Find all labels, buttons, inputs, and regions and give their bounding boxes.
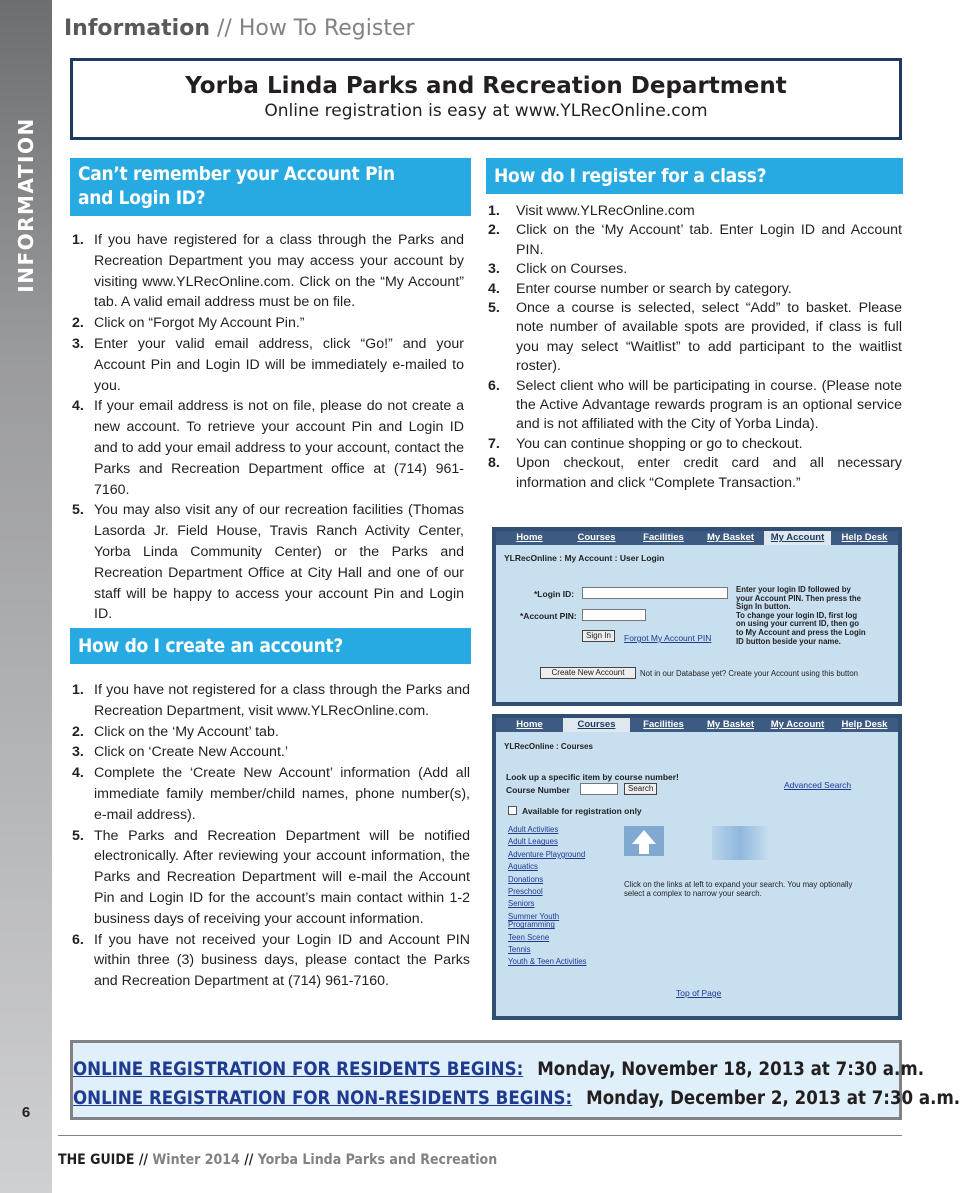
- banner-title: Yorba Linda Parks and Recreation Department: [185, 73, 787, 99]
- step-number: 3.: [72, 335, 84, 352]
- step-number: 5.: [72, 827, 84, 844]
- step-text: Click on the ‘My Account’ tab.: [94, 723, 279, 740]
- nonresidents-line: [73, 1084, 960, 1113]
- loading-image: [624, 826, 664, 856]
- category-link[interactable]: Aquatics: [508, 862, 538, 872]
- expand-note: Click on the links at left to expand your search. You may optionally select a complex to narrow your search.: [624, 880, 853, 898]
- sign-in-button[interactable]: Sign In: [582, 630, 615, 642]
- page-number: 6: [21, 1104, 31, 1121]
- pin-heading-line2: and Login ID?: [78, 187, 206, 209]
- step-text: Enter course number or search by category.: [516, 280, 792, 297]
- category-link[interactable]: Teen Scene: [508, 932, 550, 942]
- nav-tab[interactable]: Home: [516, 532, 543, 543]
- step-number: 1.: [72, 232, 84, 248]
- step-text: Visit www.YLRecOnline.com: [516, 203, 695, 219]
- side-bar: [0, 0, 52, 1193]
- banner-subtitle: Online registration is easy at www.YLRecOnline.com: [264, 101, 708, 121]
- courses-title: YLRecOnline : Courses: [504, 742, 593, 751]
- login-help: Enter your login ID followed by your Account PIN. Then press the Sign In button. To change your login ID, first log on using your current ID, then go to My Account and press the Login ID button beside your name.: [736, 585, 866, 646]
- residents-date: Monday, November 18, 2013 at 7:30 a.m.: [537, 1059, 925, 1080]
- section-name: Information: [64, 16, 210, 41]
- step-number: 1.: [488, 203, 500, 219]
- register-step: [488, 299, 902, 377]
- step-text: Upon checkout, enter credit card and all necessary information and click “Complete Transaction.”: [516, 455, 902, 491]
- step-number: 6.: [488, 377, 500, 394]
- residents-line: [73, 1055, 925, 1084]
- step-text: Click on Courses.: [516, 261, 628, 278]
- pin-heading: [70, 158, 471, 216]
- advanced-search-link[interactable]: Advanced Search: [784, 780, 852, 790]
- register-steps: [488, 202, 902, 493]
- step-text: If your email address is not on file, please do not create a new account. To retrieve your account Pin and Login ID and to add your email address to your account, contact the Parks and Recreation Department office at (714) 961-7160.: [94, 398, 464, 498]
- register-step: [488, 202, 902, 221]
- step-number: 1.: [72, 682, 84, 698]
- category-link[interactable]: Tennis: [508, 945, 531, 955]
- step-text: Select client who will be participating in course. (Please note the Active Advantage rewards program is an optional service and is not affiliated with the City of Yorba Linda).: [516, 377, 902, 433]
- step-number: 4.: [488, 280, 500, 297]
- footer-rule: [58, 1135, 902, 1136]
- pin-step: [72, 334, 464, 396]
- step-number: 3.: [72, 744, 84, 761]
- pin-heading-line1: Can’t remember your Account Pin: [78, 163, 395, 185]
- season: Winter 2014: [148, 1152, 245, 1168]
- create-step: [72, 930, 470, 992]
- nav-tab[interactable]: Help Desk: [841, 532, 888, 543]
- category-link[interactable]: Adventure Playground: [508, 849, 586, 859]
- step-number: 2.: [72, 723, 84, 740]
- register-step: [488, 221, 902, 260]
- login-title: YLRecOnline : My Account : User Login: [504, 553, 665, 563]
- register-step: [488, 435, 902, 454]
- nav-tab[interactable]: My Basket: [707, 532, 754, 543]
- login-id-field[interactable]: [582, 587, 728, 599]
- course-number-field[interactable]: [580, 783, 618, 795]
- create-step: [72, 742, 470, 763]
- category-link[interactable]: Programming: [508, 920, 555, 930]
- category-link[interactable]: Preschool: [508, 887, 543, 897]
- category-link[interactable]: Adult Leagues: [508, 837, 558, 847]
- create-account-button[interactable]: Create New Account: [540, 667, 636, 679]
- step-number: 4.: [72, 765, 84, 782]
- step-text: Click on “Forgot My Account Pin.”: [94, 315, 305, 332]
- step-text: Click on ‘Create New Account.’: [94, 744, 288, 761]
- pin-step: [72, 396, 464, 500]
- category-list: [508, 824, 586, 969]
- step-text: If you have not received your Login ID and Account PIN within three (3) business days, please contact the Parks and Recreation Department at (714) 961-7160.: [94, 931, 470, 990]
- login-screenshot: [492, 527, 902, 706]
- create-step: [72, 680, 470, 722]
- pin-step: [72, 500, 464, 625]
- nav-tab[interactable]: My Basket: [707, 719, 754, 730]
- registration-dates: [70, 1040, 960, 1120]
- step-number: 6.: [72, 931, 84, 948]
- login-nav: [496, 531, 898, 545]
- step-number: 8.: [488, 455, 500, 472]
- step-number: 7.: [488, 435, 500, 452]
- create-note: Not in our Database yet? Create your Account using this button: [640, 669, 859, 678]
- department-banner: [70, 58, 902, 140]
- pin-step: [72, 313, 464, 334]
- create-heading: How do I create an account?: [70, 628, 471, 664]
- loading-image-2: [712, 826, 768, 860]
- pin-step: [72, 230, 464, 313]
- nav-tab[interactable]: Courses: [577, 532, 616, 543]
- step-text: Complete the ‘Create New Account’ information (Add all immediate family member/child names, phone number(s), e-mail address).: [94, 765, 470, 823]
- topic-name: How To Register: [238, 16, 415, 41]
- nonresidents-date: Monday, December 2, 2013 at 7:30 a.m.: [586, 1088, 960, 1109]
- step-text: You may also visit any of our recreation facilities (Thomas Lasorda Jr. Field House, Travis Ranch Activity Center, Yorba Linda Community Center) or the Parks and Recreation Department Office at City Hall and one of our staff will be happy to access your account Pin and Login ID.: [94, 502, 464, 623]
- register-step: [488, 454, 902, 493]
- step-text: Click on the ‘My Account’ tab. Enter Login ID and Account PIN.: [516, 222, 902, 258]
- nav-tab[interactable]: My Account: [764, 531, 831, 545]
- step-number: 3.: [488, 261, 500, 278]
- category-link[interactable]: Adult Activities: [508, 825, 559, 834]
- available-checkbox[interactable]: [508, 806, 517, 815]
- step-text: If you have not registered for a class through the Parks and Recreation Department, visit www.YLRecOnline.com.: [94, 682, 470, 719]
- step-text: If you have registered for a class through the Parks and Recreation Department you may access your account by visiting www.YLRecOnline.com. Click on the “My Account” tab. A valid email address must be on file.: [94, 232, 464, 311]
- login-id-label: *Login ID:: [534, 589, 575, 599]
- register-step: [488, 260, 902, 279]
- course-number-label: Course Number: [506, 785, 570, 795]
- step-number: 5.: [488, 300, 500, 317]
- nav-tab[interactable]: Home: [516, 719, 543, 730]
- residents-label: ONLINE REGISTRATION FOR RESIDENTS BEGINS:: [73, 1059, 524, 1080]
- category-link[interactable]: Seniors: [508, 899, 535, 909]
- nav-tab[interactable]: Courses: [563, 718, 630, 732]
- step-text: You can continue shopping or go to checkout.: [516, 435, 803, 452]
- step-number: 2.: [488, 222, 500, 239]
- create-steps: [72, 680, 470, 992]
- register-step: [488, 377, 902, 435]
- footer-separator: //: [244, 1152, 254, 1168]
- pin-steps: [72, 230, 464, 625]
- search-button[interactable]: Search: [624, 783, 657, 795]
- nav-tab[interactable]: Facilities: [643, 719, 684, 730]
- available-label: Available for registration only: [522, 806, 642, 816]
- nav-tab[interactable]: Facilities: [643, 532, 684, 543]
- step-number: 4.: [72, 398, 84, 415]
- step-number: 5.: [72, 502, 84, 519]
- category-link[interactable]: Youth & Teen Activities: [508, 957, 587, 967]
- lookup-label: Look up a specific item by course number!: [506, 772, 679, 782]
- courses-nav: [496, 718, 898, 732]
- guide-name: THE GUIDE //: [58, 1152, 149, 1168]
- category-link[interactable]: Donations: [508, 874, 544, 884]
- page-footer: [58, 1152, 497, 1168]
- step-number: 2.: [72, 315, 84, 332]
- account-pin-label: *Account PIN:: [520, 611, 577, 621]
- page-title: [64, 16, 415, 41]
- register-heading: How do I register for a class?: [486, 158, 903, 194]
- nonresidents-label: ONLINE REGISTRATION FOR NON-RESIDENTS BEGINS:: [73, 1088, 573, 1109]
- nav-tab[interactable]: Help Desk: [841, 719, 888, 730]
- step-text: The Parks and Recreation Department will be notified electronically. After reviewing your account information, the Parks and Recreation Department will e-mail the Account Pin and Login ID for the account’s main contact within 1-2 business days of receiving your account information.: [94, 827, 470, 927]
- step-text: Enter your valid email address, click “Go!” and your Account Pin and Login ID will be immediately e-mailed to you.: [94, 335, 464, 394]
- up-arrow-icon: [624, 826, 664, 856]
- step-text: Once a course is selected, select “Add” to basket. Please note number of available spots are provided, if class is full you may select “Waitlist” to add participant to the waitlist roster).: [516, 300, 902, 375]
- nav-tab[interactable]: My Account: [770, 719, 825, 730]
- organization: Yorba Linda Parks and Recreation: [253, 1152, 498, 1168]
- create-step: [72, 826, 470, 930]
- section-label: INFORMATION: [14, 117, 38, 293]
- forgot-pin-link[interactable]: Forgot My Account PIN: [624, 633, 712, 643]
- create-step: [72, 722, 470, 743]
- title-separator: //: [210, 16, 239, 41]
- top-of-page-link[interactable]: Top of Page: [676, 988, 722, 998]
- account-pin-field[interactable]: [582, 609, 646, 621]
- register-step: [488, 280, 902, 299]
- category-link[interactable]: Summer Youth: [508, 911, 560, 921]
- create-step: [72, 763, 470, 825]
- courses-screenshot: [492, 714, 902, 1020]
